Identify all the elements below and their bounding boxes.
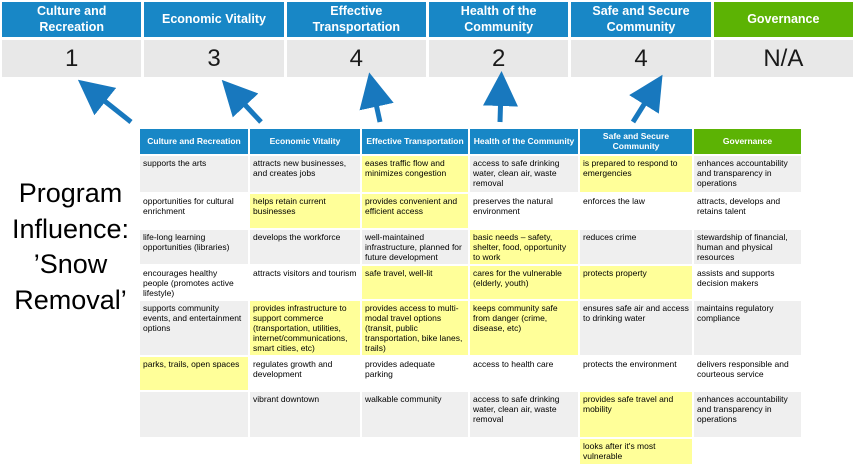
score-value-effective-transportation: 4 [287,40,426,77]
score-value-safe-and-secure-community: 4 [571,40,710,77]
matrix-header-governance: Governance [694,129,801,154]
matrix-cell-r5-health-of-the-community: keeps community safe from danger (crime, disease, etc) [470,301,578,355]
matrix-header-culture-and-recreation: Culture and Recreation [140,129,248,154]
matrix-cell-r6-economic-vitality: regulates growth and development [250,357,360,390]
scoreboard-header-health-of-the-community: Health of the Community [429,2,568,37]
matrix-cell-r7-effective-transportation: walkable community [362,392,468,437]
matrix-cell-r1-culture-and-recreation: supports the arts [140,156,248,192]
matrix-cell-r8-economic-vitality [250,439,360,464]
matrix-cell-r8-health-of-the-community [470,439,578,464]
matrix-cell-r4-health-of-the-community: cares for the vulnerable (elderly, youth) [470,266,578,299]
arrow-economic-vitality [234,93,261,122]
matrix-cell-r3-health-of-the-community: basic needs – safety, shelter, food, opportunity to work [470,230,578,264]
score-value-health-of-the-community: 2 [429,40,568,77]
matrix-cell-r5-economic-vitality: provides infrastructure to support commerce (transportation, utilities, internet/communications, smart cities, etc) [250,301,360,355]
matrix-cell-r7-governance: enhances accountability and transparency in operations [694,392,801,437]
matrix-cell-r8-safe-and-secure-community: looks after it's most vulnerable [580,439,692,464]
matrix-cell-r3-effective-transportation: well-maintained infrastructure, planned for future development [362,230,468,264]
matrix-cell-r6-effective-transportation: provides adequate parking [362,357,468,390]
score-value-culture-and-recreation: 1 [2,40,141,77]
matrix-cell-r6-safe-and-secure-community: protects the environment [580,357,692,390]
scoreboard-header-culture-and-recreation: Culture and Recreation [2,2,141,37]
page-title: Program Influence: ’Snow Removal’ [11,178,130,315]
matrix-cell-r4-economic-vitality: attracts visitors and tourism [250,266,360,299]
matrix-cell-r2-economic-vitality: helps retain current businesses [250,194,360,228]
matrix-cell-r5-safe-and-secure-community: ensures safe air and access to drinking water [580,301,692,355]
matrix-cell-r7-economic-vitality: vibrant downtown [250,392,360,437]
matrix-header-effective-transportation: Effective Transportation [362,129,468,154]
matrix-cell-r3-safe-and-secure-community: reduces crime [580,230,692,264]
matrix-cell-r7-health-of-the-community: access to safe drinking water, clean air, waste removal [470,392,578,437]
matrix-cell-r6-governance: delivers responsible and courteous service [694,357,801,390]
matrix-cell-r8-governance [694,439,801,464]
matrix-header-health-of-the-community: Health of the Community [470,129,578,154]
influence-matrix [140,129,801,464]
matrix-cell-r1-economic-vitality: attracts new businesses, and creates jobs [250,156,360,192]
matrix-cell-r2-safe-and-secure-community: enforces the law [580,194,692,228]
matrix-cell-r8-culture-and-recreation [140,439,248,464]
scoreboard-header-governance: Governance [714,2,853,37]
matrix-cell-r4-governance: assists and supports decision makers [694,266,801,299]
matrix-cell-r4-culture-and-recreation: encourages healthy people (promotes active lifestyle) [140,266,248,299]
matrix-cell-r5-effective-transportation: provides access to multi-modal travel options (transit, public transportation, bike lanes, trails) [362,301,468,355]
matrix-cell-r6-health-of-the-community: access to health care [470,357,578,390]
matrix-cell-r4-effective-transportation: safe travel, well-lit [362,266,468,299]
matrix-header-economic-vitality: Economic Vitality [250,129,360,154]
matrix-cell-r8-effective-transportation [362,439,468,464]
matrix-cell-r3-culture-and-recreation: life-long learning opportunities (libraries) [140,230,248,264]
matrix-cell-r1-safe-and-secure-community: is prepared to respond to emergencies [580,156,692,192]
matrix-cell-r5-culture-and-recreation: supports community events, and entertainment options [140,301,248,355]
matrix-cell-r2-culture-and-recreation: opportunities for cultural enrichment [140,194,248,228]
matrix-cell-r7-safe-and-secure-community: provides safe travel and mobility [580,392,692,437]
matrix-cell-r3-economic-vitality: develops the workforce [250,230,360,264]
matrix-cell-r6-culture-and-recreation: parks, trails, open spaces [140,357,248,390]
matrix-cell-r1-governance: enhances accountability and transparency in operations [694,156,801,192]
arrow-health-of-the-community [500,89,501,122]
matrix-cell-r4-safe-and-secure-community: protects property [580,266,692,299]
arrow-effective-transportation [373,90,380,122]
matrix-cell-r7-culture-and-recreation [140,392,248,437]
score-value-economic-vitality: 3 [144,40,283,77]
matrix-cell-r2-effective-transportation: provides convenient and efficient access [362,194,468,228]
scoreboard-header-safe-and-secure-community: Safe and Secure Community [571,2,710,37]
arrow-safe-and-secure-community [633,90,653,122]
arrow-culture-and-recreation [92,91,131,122]
score-value-governance: N/A [714,40,853,77]
matrix-cell-r1-effective-transportation: eases traffic flow and minimizes congestion [362,156,468,192]
matrix-cell-r2-health-of-the-community: preserves the natural environment [470,194,578,228]
matrix-cell-r1-health-of-the-community: access to safe drinking water, clean air, waste removal [470,156,578,192]
matrix-header-safe-and-secure-community: Safe and Secure Community [580,129,692,154]
scoreboard [2,2,853,77]
scoreboard-header-effective-transportation: Effective Transportation [287,2,426,37]
matrix-cell-r2-governance: attracts, develops and retains talent [694,194,801,228]
scoreboard-header-economic-vitality: Economic Vitality [144,2,283,37]
matrix-cell-r3-governance: stewardship of financial, human and physical resources [694,230,801,264]
matrix-cell-r5-governance: maintains regulatory compliance [694,301,801,355]
